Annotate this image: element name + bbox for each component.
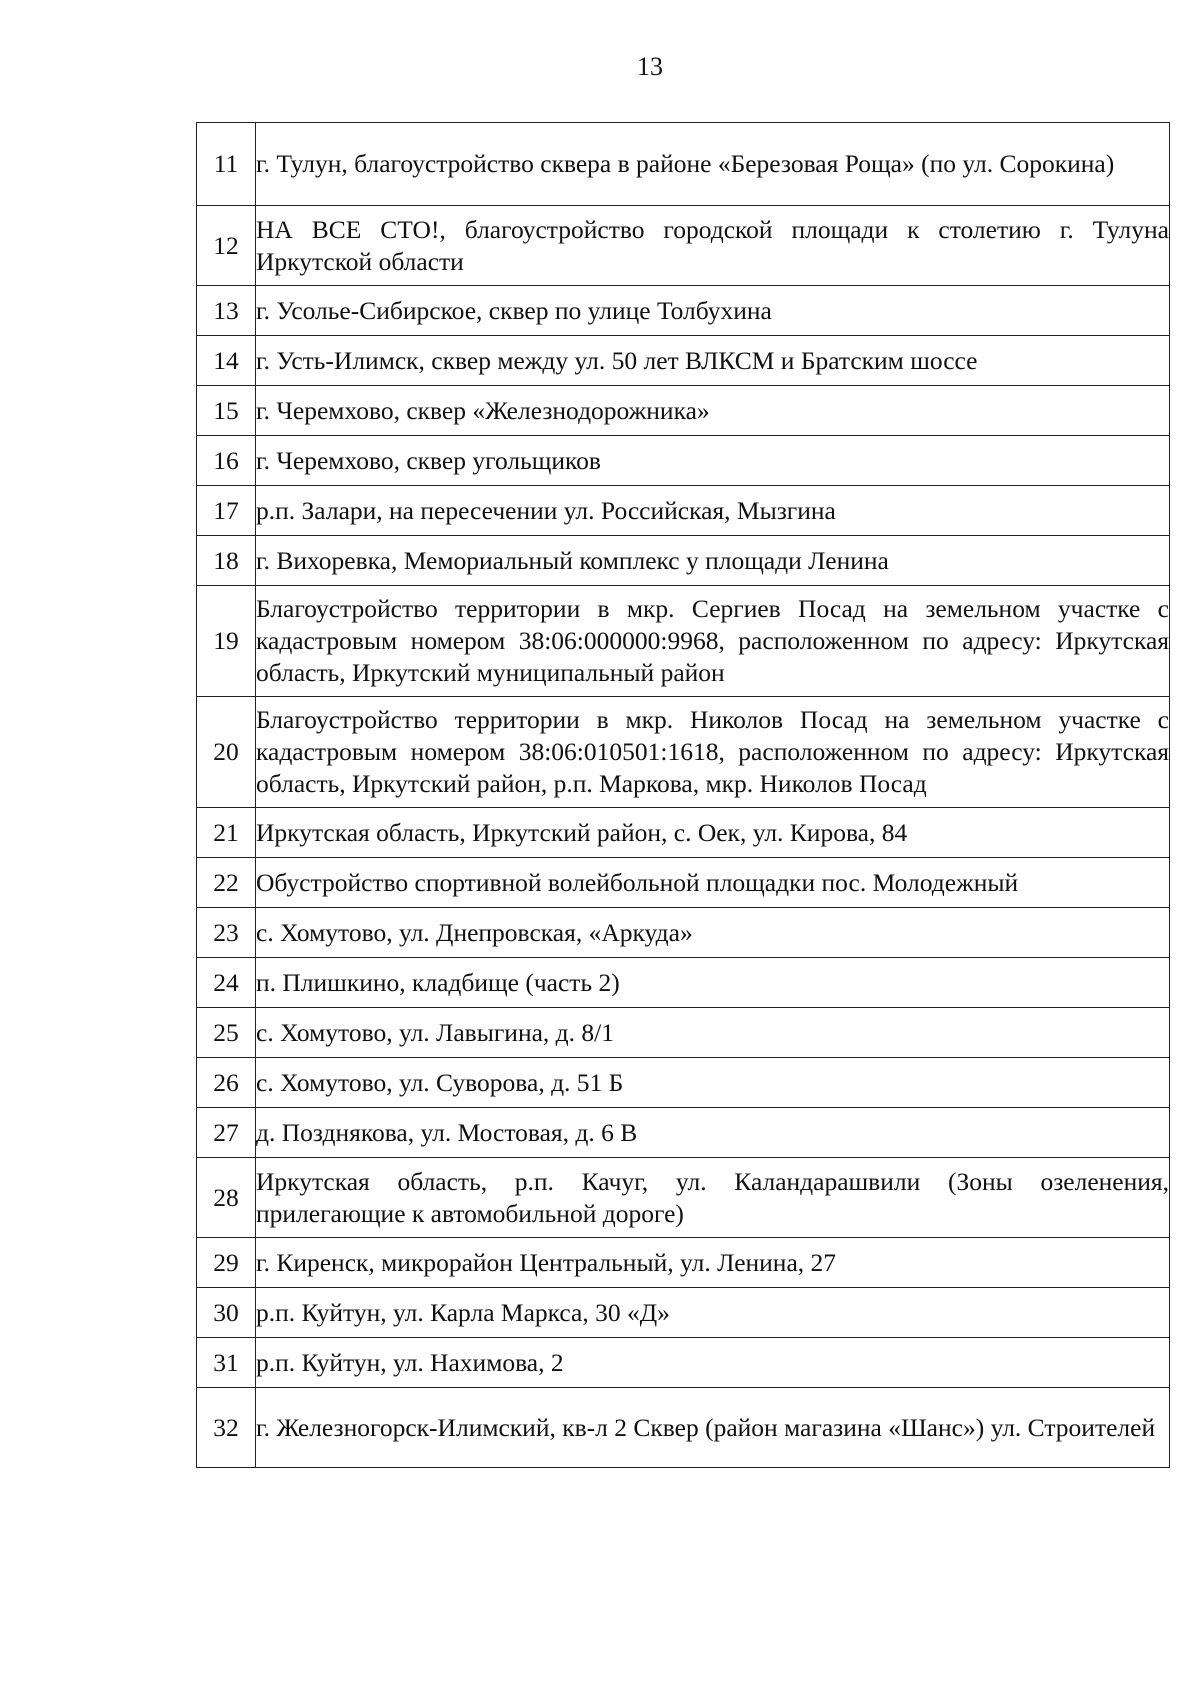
row-description: с. Хомутово, ул. Лавыгина, д. 8/1 [256,1008,1170,1058]
row-number: 20 [197,697,256,808]
table-row [197,858,1170,908]
row-number: 27 [197,1108,256,1158]
row-description: г. Железногорск-Илимский, кв-л 2 Сквер (район магазина «Шанс») ул. Строителей [256,1388,1170,1468]
row-number: 17 [197,486,256,536]
table-row [197,958,1170,1008]
row-description: р.п. Куйтун, ул. Нахимова, 2 [256,1338,1170,1388]
row-number: 26 [197,1058,256,1108]
row-number: 13 [197,286,256,336]
row-number: 11 [197,123,256,206]
row-description: г. Черемхово, сквер угольщиков [256,436,1170,486]
row-description: г. Киренск, микрорайон Центральный, ул. Ленина, 27 [256,1238,1170,1288]
row-description: с. Хомутово, ул. Суворова, д. 51 Б [256,1058,1170,1108]
row-description: Благоустройство территории в мкр. Николов Посад на земельном участке с кадастровым номером 38:06:010501:1618, расположенном по адресу: Иркутская область, Иркутский район, р.п. Маркова, мкр. Николов Посад [256,697,1170,808]
row-number: 29 [197,1238,256,1288]
row-description: р.п. Куйтун, ул. Карла Маркса, 30 «Д» [256,1288,1170,1338]
row-number: 22 [197,858,256,908]
table-row [197,908,1170,958]
row-number: 12 [197,206,256,286]
table-row [197,586,1170,697]
row-number: 15 [197,386,256,436]
table-row [197,386,1170,436]
table-row [197,1058,1170,1108]
table-row [197,436,1170,486]
row-description: Благоустройство территории в мкр. Сергиев Посад на земельном участке с кадастровым номером 38:06:000000:9968, расположенном по адресу: Иркутская область, Иркутский муниципальный район [256,586,1170,697]
row-number: 30 [197,1288,256,1338]
row-number: 23 [197,908,256,958]
table-row [197,1288,1170,1338]
row-number: 24 [197,958,256,1008]
row-number: 28 [197,1158,256,1238]
table-row [197,1008,1170,1058]
table-row [197,336,1170,386]
row-number: 31 [197,1338,256,1388]
table-row [197,206,1170,286]
row-number: 16 [197,436,256,486]
table-row [197,808,1170,858]
row-number: 32 [197,1388,256,1468]
row-description: г. Усть-Илимск, сквер между ул. 50 лет ВЛКСМ и Братским шоссе [256,336,1170,386]
row-description: Обустройство спортивной волейбольной площадки пос. Молодежный [256,858,1170,908]
row-description: Иркутская область, Иркутский район, с. Оек, ул. Кирова, 84 [256,808,1170,858]
row-number: 14 [197,336,256,386]
row-description: г. Вихоревка, Мемориальный комплекс у площади Ленина [256,536,1170,586]
row-description: п. Плишкино, кладбище (часть 2) [256,958,1170,1008]
row-number: 21 [197,808,256,858]
row-description: р.п. Залари, на пересечении ул. Российская, Мызгина [256,486,1170,536]
row-description: Иркутская область, р.п. Качуг, ул. Каландарашвили (Зоны озеленения, прилегающие к автомобильной дороге) [256,1158,1170,1238]
row-description: НА ВСЕ СТО!, благоустройство городской площади к столетию г. Тулуна Иркутской области [256,206,1170,286]
row-description: г. Тулун, благоустройство сквера в районе «Березовая Роща» (по ул. Сорокина) [256,123,1170,206]
table-row [197,1338,1170,1388]
table-body [197,123,1170,1468]
row-description: г. Черемхово, сквер «Железнодорожника» [256,386,1170,436]
row-description: с. Хомутово, ул. Днепровская, «Аркуда» [256,908,1170,958]
table-row [197,697,1170,808]
row-number: 19 [197,586,256,697]
table-row [197,1238,1170,1288]
row-number: 18 [197,536,256,586]
table-row [197,1108,1170,1158]
row-description: г. Усолье-Сибирское, сквер по улице Толбухина [256,286,1170,336]
table-row [197,1158,1170,1238]
row-description: д. Позднякова, ул. Мостовая, д. 6 В [256,1108,1170,1158]
table-row [197,1388,1170,1468]
objects-table [196,122,1170,1468]
table-row [197,536,1170,586]
table-row [197,486,1170,536]
page-number: 13 [637,52,663,81]
table-row [197,286,1170,336]
row-number: 25 [197,1008,256,1058]
table-row [197,123,1170,206]
